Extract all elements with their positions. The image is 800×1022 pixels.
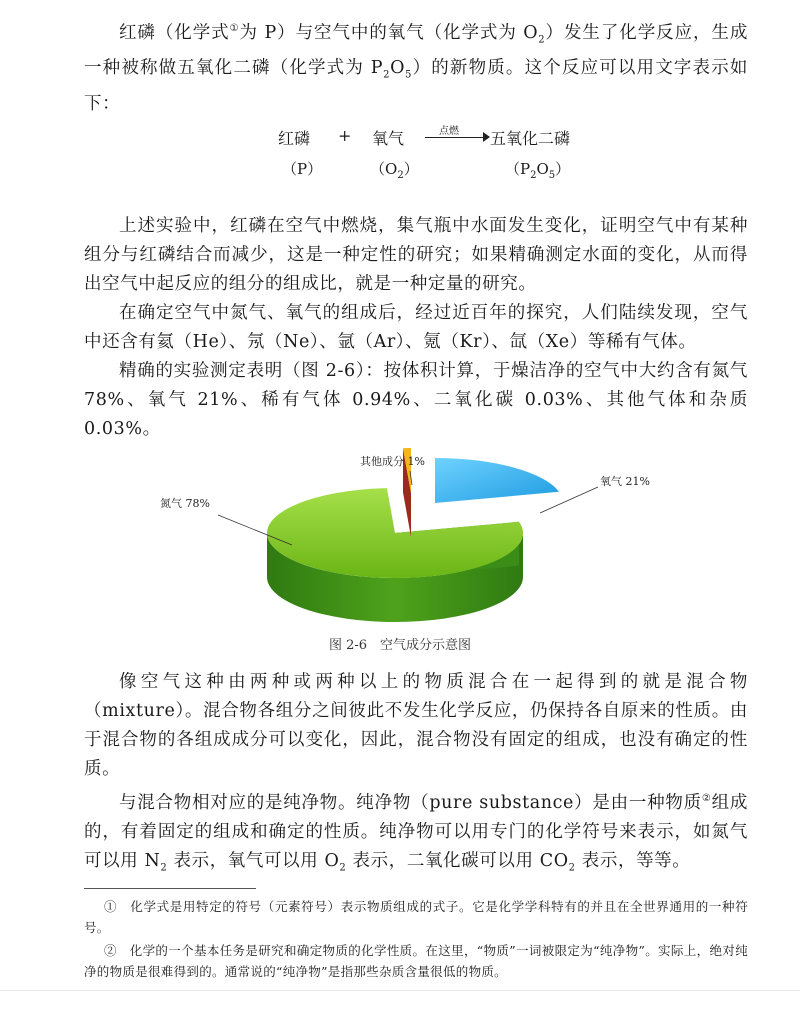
formula-p2o5: [505, 158, 570, 181]
product-p2o5: 五氧化二磷: [490, 129, 571, 148]
p5-text-c: 表示，氧气可以用 O: [167, 850, 340, 871]
reaction-condition: 点燃: [439, 126, 459, 137]
footnote-ref-1: ①: [229, 23, 240, 34]
formula-p: （P）: [282, 160, 323, 178]
intro-text-c: ）发生了化学反应，生成一种被称做五氧化二磷（化学式为 P: [84, 22, 748, 79]
p5-text-d: 表示，二氧化碳可以用 CO: [346, 850, 569, 871]
pie-slice-0: [267, 488, 523, 622]
paragraph-qualitative: 上述实验中，红磷在空气中燃烧，集气瓶中水面发生变化，证明空气中有某种组分与红磷结合而减少，这是一种定性的研究；如果精确测定水面的变化，从而得出空气中起反应的组分的组成比，就是一种定量的研究。: [84, 216, 748, 294]
pie-slice-top-0: [267, 488, 523, 578]
formula-p2o5-sub2: 5: [548, 170, 556, 181]
reactant-oxygen: 氧气: [372, 129, 405, 148]
formula-p2o5-a: （P: [505, 160, 531, 178]
formula-p2o5-c: ）: [555, 160, 571, 178]
intro-sub-2: 2: [383, 69, 391, 81]
footnote-ref-2: ②: [701, 793, 712, 804]
intro-text-b: 为 P）与空气中的氧气（化学式为 O: [239, 22, 539, 43]
arrow-head-icon: [483, 132, 490, 142]
formula-o2: [370, 158, 419, 181]
footnote-2: ② 化学的一个基本任务是研究和确定物质的化学性质。在这里，“物质”一词被限定为“纯净物”。实际上，绝对纯净的物质是很难得到的。通常说的“纯净物”是指那些杂质含量很低的物质。: [84, 943, 748, 979]
formula-p2o5-b: O: [536, 160, 549, 178]
formula-o2-a: （O: [370, 160, 398, 178]
formula-o2-sub: 2: [397, 170, 404, 181]
page-bottom-divider: [0, 990, 800, 991]
pie-slices: [267, 448, 559, 622]
intro-text-e: ）的新物质。这个反应可以用文字表示如下：: [84, 58, 748, 114]
paragraph-composition: 精确的实验测定表明（图 2-6）：按体积计算，于燥洁净的空气中大约含有氮气 78%、氧气 21%、稀有气体 0.94%、二氧化碳 0.03%、其他气体和杂质 0.03%。: [84, 361, 748, 439]
pie-slice-top-1: [435, 458, 559, 503]
intro-paragraph: [84, 14, 748, 119]
intro-sub-3: 5: [405, 69, 412, 81]
p5-text-b: 组成的，有着固定的组成和确定的性质。纯净物可以用专门的化学符号来表示，如氮气可以用 N: [84, 792, 748, 871]
pie-label-1: 氧气 21%: [600, 475, 650, 488]
paragraph-mixture: 像空气这种由两种或两种以上的物质混合在一起得到的就是混合物（mixture）。混合物各组分之间彼此不发生化学反应，仍保持各自原来的性质。由于混合物的各组成成分可以变化，因此，混合物没有固定的组成，也没有确定的性质。: [84, 672, 748, 779]
intro-text-d: O: [390, 58, 406, 79]
intro-text-a: 红磷（化学式: [119, 22, 230, 43]
reaction-arrow: [425, 126, 495, 146]
plus-sign: +: [338, 126, 352, 145]
formula-p2o5-sub1: 2: [530, 170, 537, 181]
pie-label-0: 氮气 78%: [160, 497, 210, 510]
arrow-line: [425, 137, 487, 138]
formula-o2-b: ）: [403, 160, 419, 178]
reactant-red-phosphorus: 红磷: [278, 129, 311, 148]
pie-label-2: 其他成分 1%: [360, 455, 425, 468]
p5-sub-n2: 2: [160, 862, 168, 874]
air-composition-pie-chart: [0, 445, 800, 665]
paragraph-pure-substance: [84, 784, 748, 882]
footnote-divider: [84, 888, 256, 889]
intro-sub-1: 2: [538, 34, 546, 46]
paragraph-noble-gases: 在确定空气中氮气、氧气的组成后，经过近百年的探究，人们陆续发现，空气中还含有氦（He）、氖（Ne）、氩（Ar）、氪（Kr）、氙（Xe）等稀有气体。: [84, 303, 748, 352]
p5-text-e: 表示，等等。: [575, 850, 691, 871]
figure-caption: 图 2-6 空气成分示意图: [328, 638, 472, 653]
p5-sub-co2: 2: [568, 862, 576, 874]
p5-sub-o2: 2: [339, 862, 347, 874]
footnote-1: ① 化学式是用特定的符号（元素符号）表示物质组成的式子。它是化学学科特有的并且在全世界通用的一种符号。: [84, 899, 748, 935]
p5-text-a: 与混合物相对应的是纯净物。纯净物（pure substance）是由一种物质: [119, 792, 702, 813]
